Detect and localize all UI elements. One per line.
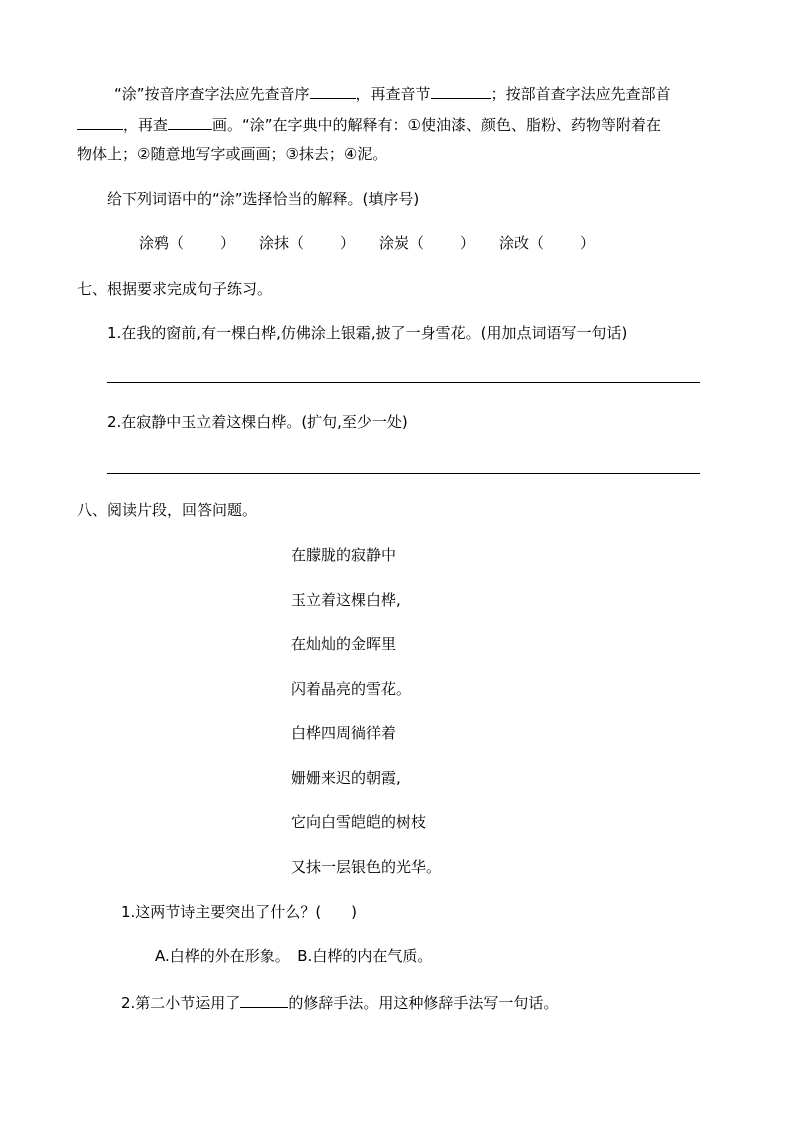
choose-item-word: 涂改（ xyxy=(499,234,545,252)
choose-item xyxy=(379,233,475,253)
choose-item-close: ） xyxy=(220,234,236,252)
choose-item-close: ） xyxy=(340,234,356,252)
section-7-question-2-text: 2.在寂静中玉立着这棵白桦。(扩句,至少一处) xyxy=(107,413,408,431)
poem-line-text: 白桦四周徜徉着 xyxy=(291,724,397,742)
intro-line-1 xyxy=(114,82,671,104)
section-8-options-text: A.白桦的外在形象。 B.白桦的内在气质。 xyxy=(155,947,433,965)
choose-item-word: 涂鸦（ xyxy=(139,234,185,252)
answer-blank-bushou[interactable] xyxy=(77,113,123,130)
choose-item xyxy=(259,233,355,253)
intro-text-2b: 画。“涂”在字典中的解释有：①使油漆、颜色、脂粉、药物等附着在 xyxy=(212,116,662,134)
section-7-question-1 xyxy=(107,323,627,343)
poem-line xyxy=(291,634,396,654)
choose-instruction-text: 给下列词语中的“涂”选择恰当的解释。(填序号) xyxy=(107,190,420,208)
choose-item xyxy=(139,233,235,253)
section-8-question-2-text-b: 的修辞手法。用这种修辞手法写一句话。 xyxy=(288,994,559,1012)
poem-line xyxy=(291,723,396,743)
poem-line xyxy=(291,545,396,565)
section-8-heading xyxy=(77,500,257,520)
section-8-question-2 xyxy=(121,991,558,1013)
intro-text-1a: “涂”按音序查字法应先查音序 xyxy=(114,85,310,103)
intro-text-3: 物体上；②随意地写字或画画；③抹去；④泥。 xyxy=(77,145,388,163)
intro-line-3 xyxy=(77,144,387,164)
intro-text-1b: ，再查音节 xyxy=(355,85,431,103)
poem-line xyxy=(291,812,426,832)
section-8-heading-text: 八、阅读片段，回答问题。 xyxy=(77,501,258,519)
choose-item-close: ） xyxy=(580,234,596,252)
section-8-question-1-options xyxy=(155,946,432,966)
poem-line-text: 姗姗来迟的朝霞, xyxy=(291,769,401,787)
choose-item-word: 涂抹（ xyxy=(259,234,305,252)
poem-line xyxy=(291,768,401,788)
choose-item-close: ） xyxy=(460,234,476,252)
section-8-question-1-text: 1.这两节诗主要突出了什么？( ) xyxy=(121,903,358,921)
answer-blank-yinjie[interactable] xyxy=(431,82,491,99)
section-7-question-1-text: 1.在我的窗前,有一棵白桦,仿佛涂上银霜,披了一身雪花。(用加点词语写一句话) xyxy=(107,324,628,342)
poem-line xyxy=(291,857,441,877)
intro-text-1c: ；按部首查字法应先查部首 xyxy=(490,85,671,103)
intro-text-2a: ，再查 xyxy=(123,116,169,134)
section-8-question-2-text-a: 2.第二小节运用了 xyxy=(121,994,241,1012)
answer-line-7-1[interactable] xyxy=(107,382,700,383)
poem-line-text: 闪着晶亮的雪花。 xyxy=(291,680,412,698)
answer-blank-rhetoric[interactable] xyxy=(240,991,288,1008)
intro-line-2 xyxy=(77,113,661,135)
choose-item xyxy=(499,233,595,253)
choose-instruction xyxy=(107,189,419,209)
answer-line-7-2[interactable] xyxy=(107,473,700,474)
poem-line-text: 又抹一层银色的光华。 xyxy=(291,858,442,876)
poem-line xyxy=(291,679,411,699)
section-7-heading xyxy=(77,279,272,299)
answer-blank-huashu[interactable] xyxy=(168,113,212,130)
section-8-question-1 xyxy=(121,902,357,922)
poem-line-text: 玉立着这棵白桦, xyxy=(291,591,401,609)
poem-line-text: 在灿灿的金晖里 xyxy=(291,635,397,653)
poem-line-text: 在朦胧的寂静中 xyxy=(291,546,397,564)
choose-item-word: 涂炭（ xyxy=(379,234,425,252)
answer-blank-yinxu[interactable] xyxy=(310,82,356,99)
section-7-heading-text: 七、根据要求完成句子练习。 xyxy=(77,280,273,298)
section-7-question-2 xyxy=(107,412,408,432)
poem-line xyxy=(291,590,401,610)
poem-line-text: 它向白雪皑皑的树枝 xyxy=(291,813,427,831)
